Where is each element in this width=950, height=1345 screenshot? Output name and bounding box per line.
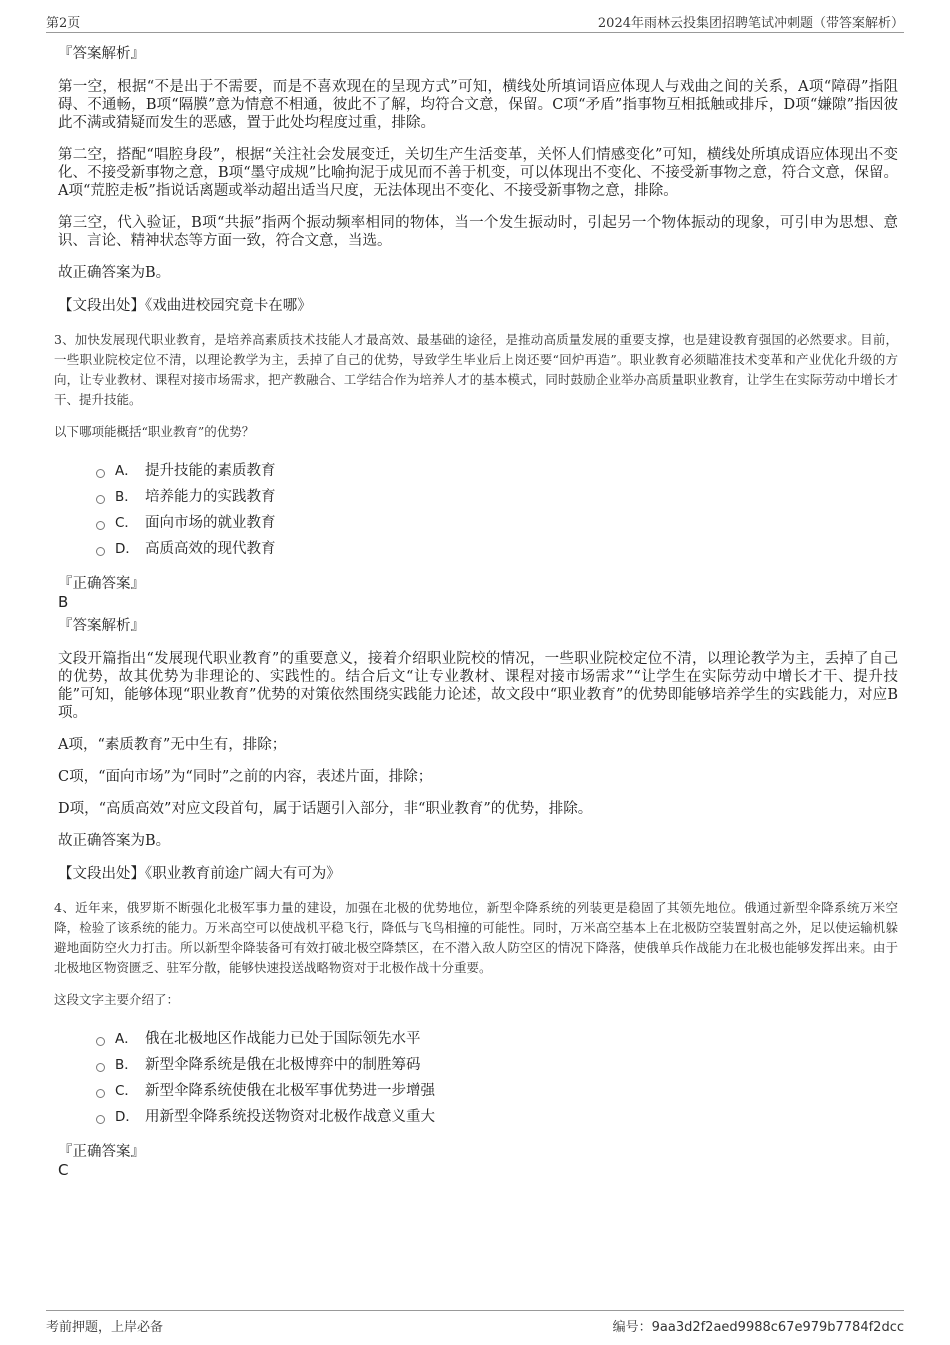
analysis-paragraph: 第三空，代入验证，B项“共振”指两个振动频率相同的物体，当一个发生振动时，引起另一个物体振动的现象，可引申为思想、意识、言论、精神状态等方面一致，符合文意，当选。	[58, 215, 898, 249]
option-b[interactable]	[96, 1052, 898, 1078]
analysis-paragraph: 故正确答案为B。	[58, 265, 171, 281]
option-d[interactable]	[96, 536, 898, 562]
page-footer	[46, 1310, 904, 1337]
radio-icon[interactable]	[96, 1115, 105, 1124]
question-4-prompt: 这段文字主要介绍了：	[54, 992, 180, 1007]
analysis-paragraph: 文段开篇指出“发展现代职业教育”的重要意义，接着介绍职业院校的情况，一些职业院校定位不清，以理论教学为主，丢掉了自己的优势，故其优势为非理论的、实践性的。结合后文“让专业教材、课程对接市场需求”“让学生在实际劳动中增长才干、提升技能”可知，能够体现“职业教育”优势的对策依然围绕实践能力论述，故文段中“职业教育”的优势即能够培养学生的实践能力，对应B项。	[58, 651, 898, 721]
option-b[interactable]	[96, 484, 898, 510]
analysis-paragraph: C项，“面向市场”为“同时”之前的内容，表述片面，排除；	[58, 769, 433, 785]
document-id-label: 编号：	[612, 1320, 652, 1335]
analysis-paragraph: A项，“素质教育”无中生有，排除；	[58, 737, 287, 753]
page-header	[46, 10, 904, 33]
analysis-label: 『答案解析』	[58, 46, 145, 62]
radio-icon[interactable]	[96, 547, 105, 556]
option-letter: B．	[115, 1057, 138, 1073]
document-body	[56, 44, 898, 1184]
option-letter: D．	[115, 1109, 139, 1125]
option-text: 高质高效的现代教育	[145, 541, 276, 557]
option-a[interactable]	[96, 1026, 898, 1052]
correct-answer-label: 『正确答案』	[58, 576, 145, 592]
document-id	[613, 1316, 904, 1335]
source-citation: 【文段出处】《职业教育前途广阔大有可为》	[58, 866, 341, 882]
option-letter: C．	[115, 515, 138, 531]
analysis-label: 『答案解析』	[58, 618, 145, 634]
option-d[interactable]	[96, 1104, 898, 1130]
radio-icon[interactable]	[96, 1063, 105, 1072]
question-4-options	[96, 1026, 898, 1130]
option-text: 用新型伞降系统投送物资对北极作战意义重大	[145, 1109, 435, 1125]
radio-icon[interactable]	[96, 521, 105, 530]
option-c[interactable]	[96, 510, 898, 536]
document-title: 2024年雨林云投集团招聘笔试冲刺题（带答案解析）	[597, 16, 904, 31]
question-3-prompt: 以下哪项能概括“职业教育”的优势？	[54, 424, 255, 439]
footer-slogan: 考前押题，上岸必备	[46, 1320, 164, 1335]
question-3-text: 3、加快发展现代职业教育，是培养高素质技术技能人才最高效、最基础的途径，是推动高质量发展的重要支撑，也是建设教育强国的必然要求。目前，一些职业院校定位不清，以理论教学为主，丢掉了自己的优势，导致学生毕业后上岗还要“回炉再造”。职业教育必须瞄准技术变革和产业优化升级的方向，让专业教材、课程对接市场需求，把产教融合、工学结合作为培养人才的基本模式，同时鼓励企业举办高质量职业教育，让学生在实际劳动中增长才干、提升技能。	[54, 332, 898, 407]
analysis-paragraph: 第一空，根据“不是出于不需要，而是不喜欢现在的呈现方式”可知，横线处所填词语应体现人与戏曲之间的关系，A项“障碍”指阻碍、不通畅，B项“隔膜”意为情意不相通，彼此不了解，均符合文意，保留。C项“矛盾”指事物互相抵触或排斥，D项“嫌隙”指因彼此不满或猜疑而发生的恶感，置于此处均程度过重，排除。	[58, 79, 898, 131]
option-letter: C．	[115, 1083, 138, 1099]
question-4-text: 4、近年来，俄罗斯不断强化北极军事力量的建设，加强在北极的优势地位，新型伞降系统的列装更是稳固了其领先地位。俄通过新型伞降系统万米空降，检验了该系统的能力。万米高空可以使战机平稳飞行，降低与飞鸟相撞的可能性。同时，万米高空基本上在北极防空装置射高之外，足以使运输机躲避地面防空火力打击。所以新型伞降装备可有效打破北极空降禁区，在不潜入敌人防空区的情况下降落，使俄单兵作战能力在北极也能够发挥出来。由于北极地区物资匮乏、驻军分散，能够快速投送战略物资对于北极作战十分重要。	[54, 900, 898, 975]
correct-answer-label: 『正确答案』	[58, 1144, 145, 1160]
correct-answer: C	[58, 1161, 69, 1179]
source-citation: 【文段出处】《戏曲进校园究竟卡在哪》	[58, 298, 312, 314]
radio-icon[interactable]	[96, 1037, 105, 1046]
option-letter: B．	[115, 489, 138, 505]
option-text: 新型伞降系统使俄在北极军事优势进一步增强	[145, 1083, 435, 1099]
page-number: 第2页	[46, 16, 81, 31]
document-id-value: 9aa3d2f2aed9988c67e979b7784f2dcc	[651, 1320, 904, 1335]
option-letter: D．	[115, 541, 139, 557]
radio-icon[interactable]	[96, 469, 105, 478]
analysis-paragraph: 故正确答案为B。	[58, 833, 171, 849]
option-letter: A．	[115, 1031, 138, 1047]
option-text: 新型伞降系统是俄在北极博弈中的制胜筹码	[145, 1057, 421, 1073]
option-text: 提升技能的素质教育	[145, 463, 276, 479]
radio-icon[interactable]	[96, 495, 105, 504]
option-text: 培养能力的实践教育	[145, 489, 276, 505]
question-3-options	[96, 458, 898, 562]
correct-answer: B	[58, 593, 69, 611]
option-c[interactable]	[96, 1078, 898, 1104]
option-text: 俄在北极地区作战能力已处于国际领先水平	[145, 1031, 421, 1047]
analysis-paragraph: 第二空，搭配“唱腔身段”，根据“关注社会发展变迁，关切生产生活变革，关怀人们情感变化”可知，横线处所填成语应体现出不变化、不接受新事物之意，B项“墨守成规”比喻拘泥于成见而不善于机变，可以体现出不变化、不接受新事物之意，符合文意，保留。A项“荒腔走板”指说话离题或举动超出适当尺度，无法体现出不变化、不接受新事物之意，排除。	[58, 147, 898, 199]
radio-icon[interactable]	[96, 1089, 105, 1098]
option-text: 面向市场的就业教育	[145, 515, 276, 531]
analysis-paragraph: D项，“高质高效”对应文段首句，属于话题引入部分，非“职业教育”的优势，排除。	[58, 801, 593, 817]
option-letter: A．	[115, 463, 138, 479]
option-a[interactable]	[96, 458, 898, 484]
